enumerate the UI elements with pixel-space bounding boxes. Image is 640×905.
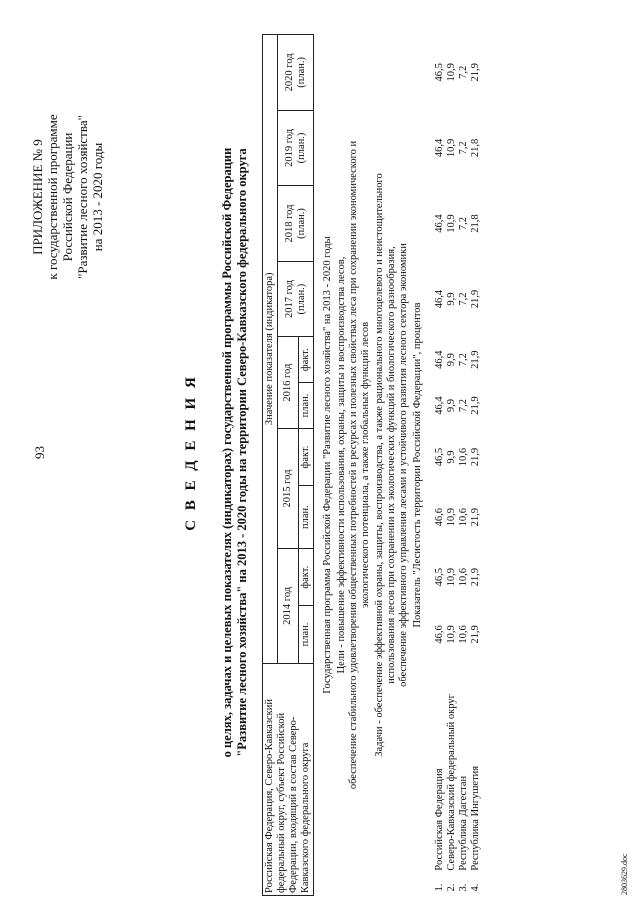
appendix-line: к государственной программе (45, 114, 60, 280)
goal-line: экологического потенциала, а также глобальных функций лесов (360, 321, 371, 609)
value-cell: 7,2 (458, 65, 469, 79)
value-cell: 9,9 (446, 353, 457, 367)
row-region-name: Республика Дагестан (458, 775, 469, 871)
value-cell: 21,9 (470, 447, 481, 467)
goal-line: обеспечение стабильного удовлетворения общественных потребностей в ресурсах и полезных свойствах леса при сохранении экономического и (348, 140, 359, 790)
appendix-line: "Развитие лесного хозяйства" (75, 115, 90, 279)
value-cell: 7,2 (458, 292, 469, 306)
table-row (434, 35, 446, 896)
appendix-line: на 2013 - 2020 годы (90, 142, 105, 252)
fact-header: факт. (299, 337, 314, 383)
appendix-line: Российской Федерации (60, 132, 75, 262)
value-cell: 10,9 (446, 214, 457, 233)
value-cell: 9,9 (446, 450, 457, 464)
task-line: обеспечение эффективного управления лесами и устойчивого развития лесного сектора экономики (398, 243, 409, 687)
value-cell: 9,9 (446, 292, 457, 306)
indicator-value-header: Значение показателя (индикатора) (263, 35, 278, 664)
value-cell: 46,5 (434, 63, 445, 82)
value-cell: 7,2 (458, 141, 469, 155)
value-cell: 10,9 (446, 507, 457, 527)
value-cell: 46,5 (434, 568, 445, 587)
document-subtitle (220, 0, 250, 905)
table-row (458, 35, 470, 896)
value-cell: 21,8 (470, 138, 481, 158)
value-cell: 10,9 (446, 138, 457, 158)
value-cell: 21,9 (470, 568, 481, 587)
value-cell: 46,4 (434, 214, 445, 233)
year-header: 2015 год (278, 428, 299, 548)
appendix-title: ПРИЛОЖЕНИЕ № 9 (30, 139, 45, 255)
region-column-header: Российская Федерация, Северо-Кавказский федеральный округ, субъект Российской Федерации, входящий в состав Северо-Кавказского федерального округа (263, 663, 314, 895)
value-cell: 21,9 (470, 350, 481, 369)
row-index: 2. (446, 883, 457, 892)
fact-header: факт. (299, 549, 314, 606)
goals-text (335, 35, 373, 896)
row-region-name: Российская Федерация (434, 768, 445, 871)
table-row (446, 35, 458, 896)
plan-header: план. (299, 486, 314, 549)
value-cell: 46,6 (434, 507, 445, 527)
subtitle-line: "Развитие лесного хозяйства" на 2013 - 2020 годы на территории Северо-Кавказского федерального округа (235, 148, 249, 757)
row-index: 4. (470, 883, 481, 892)
row-region-name: Северо-Кавказский федеральный округ (446, 694, 457, 871)
task-line: использования лесов при сохранении их экологических функций и биологического разнообразия, (386, 246, 397, 684)
tasks-text (373, 35, 411, 896)
value-cell: 21,9 (470, 396, 481, 415)
value-cell: 7,2 (458, 353, 469, 367)
row-index: 3. (458, 883, 469, 892)
task-line: Задачи - обеспечение эффективной охраны, защиты, воспроизводства, а также рационального многоцелевого и неистощительного (374, 173, 385, 757)
year-header: 2020 год (план.) (278, 35, 314, 111)
value-cell: 7,2 (458, 216, 469, 231)
year-header: 2017 год (план.) (278, 261, 314, 337)
indicator-line: Показатель "Лесистость территории Российской Федерации", процентов (412, 302, 423, 628)
year-header: 2016 год (278, 337, 299, 429)
year-header: 2019 год (план.) (278, 110, 314, 186)
footer-filename: 2803629.doc (620, 853, 629, 895)
data-rows (434, 35, 482, 896)
value-cell: 9,9 (446, 398, 457, 413)
value-cell: 21,8 (470, 214, 481, 233)
row-region-name: Республика Ингушетия (470, 765, 481, 871)
value-cell: 21,9 (470, 625, 481, 644)
goal-line: Цели - повышение эффективности использования, охраны, защиты и воспроизводства лесов, (336, 256, 347, 674)
value-cell: 7,2 (458, 398, 469, 413)
fact-header: факт. (299, 428, 314, 485)
value-cell: 46,4 (434, 396, 445, 415)
value-cell: 21,9 (470, 289, 481, 309)
page-number: 93 (32, 446, 47, 459)
value-cell: 10,6 (458, 507, 469, 527)
value-cell: 46,6 (434, 625, 445, 644)
document-heading: С В Е Д Е Н И Я (183, 374, 199, 531)
row-index: 1. (434, 883, 445, 892)
value-cell: 21,9 (470, 507, 481, 527)
value-cell: 10,9 (446, 568, 457, 587)
value-cell: 10,9 (446, 63, 457, 82)
value-cell: 10,6 (458, 625, 469, 644)
value-cell: 46,5 (434, 447, 445, 467)
value-cell: 46,4 (434, 289, 445, 309)
value-cell: 46,4 (434, 138, 445, 158)
value-cell: 10,9 (446, 625, 457, 644)
plan-header: план. (299, 606, 314, 663)
value-cell: 21,9 (470, 63, 481, 82)
year-header: 2014 год (278, 549, 299, 663)
table-row (470, 35, 482, 896)
year-header: 2018 год (план.) (278, 186, 314, 262)
subtitle-line: о целях, задачах и целевых показателях (индикаторах) государственной программы Российской Федерации (220, 147, 234, 758)
indicator-table (262, 34, 482, 896)
program-line: Государственная программа Российской Федерации "Развитие лесного хозяйства" на 2013 - 2020 годы (322, 236, 333, 694)
value-cell: 10,6 (458, 447, 469, 467)
value-cell: 10,6 (458, 568, 469, 587)
appendix-block (30, 87, 105, 307)
value-cell: 46,4 (434, 350, 445, 369)
plan-header: план. (299, 383, 314, 429)
